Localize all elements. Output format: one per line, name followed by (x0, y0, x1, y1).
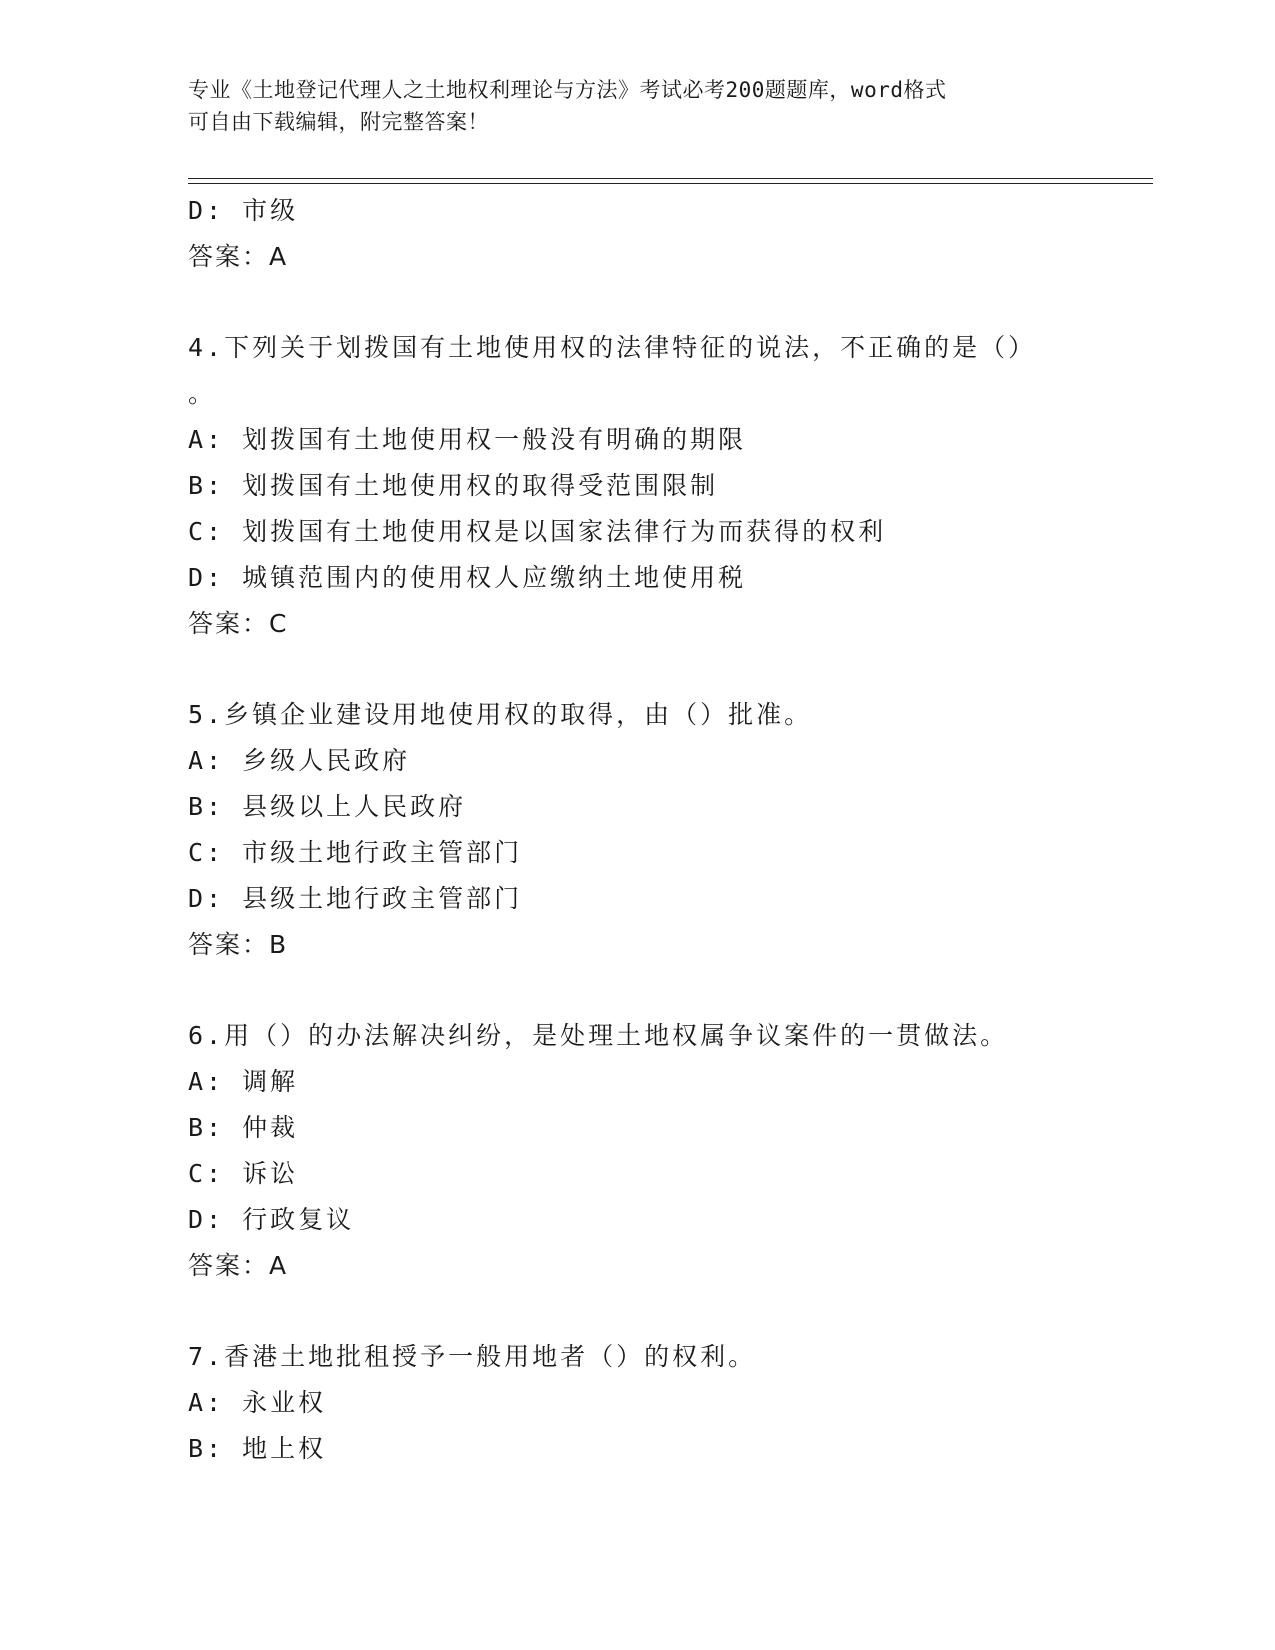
question-text-continued: 。 (188, 379, 217, 408)
option-c: C: 市级土地行政主管部门 (188, 838, 523, 867)
spacer (188, 280, 1153, 325)
option-a: A: 划拨国有土地使用权一般没有明确的期限 (188, 425, 747, 454)
question-list (188, 188, 1153, 1472)
document-header (188, 74, 1068, 138)
answer-line: 答案：A (188, 1251, 289, 1280)
question-block-5 (188, 692, 1153, 968)
option-a: A: 乡级人民政府 (188, 746, 411, 775)
question-text: 7.香港土地批租授予一般用地者（）的权利。 (188, 1342, 757, 1371)
question-text: 6.用（）的办法解决纠纷，是处理土地权属争议案件的一贯做法。 (188, 1021, 1009, 1050)
spacer (188, 968, 1153, 1013)
question-block-6 (188, 1013, 1153, 1289)
spacer (188, 647, 1153, 692)
question-text: 4.下列关于划拨国有土地使用权的法律特征的说法，不正确的是（） (188, 333, 1037, 362)
option-b: B: 仲裁 (188, 1113, 299, 1142)
answer-line: 答案：B (188, 930, 289, 959)
option-d: D: 市级 (188, 196, 299, 225)
option-d: D: 城镇范围内的使用权人应缴纳土地使用税 (188, 563, 747, 592)
option-d: D: 行政复议 (188, 1205, 355, 1234)
option-d: D: 县级土地行政主管部门 (188, 884, 523, 913)
header-rule-bottom (188, 183, 1153, 184)
question-block-4 (188, 325, 1153, 647)
spacer (188, 1289, 1153, 1334)
option-b: B: 县级以上人民政府 (188, 792, 467, 821)
header-line-2: 可自由下载编辑，附完整答案！ (188, 110, 489, 134)
option-c: C: 诉讼 (188, 1159, 299, 1188)
question-text: 5.乡镇企业建设用地使用权的取得，由（）批准。 (188, 700, 813, 729)
option-c: C: 划拨国有土地使用权是以国家法律行为而获得的权利 (188, 517, 887, 546)
answer-line: 答案：A (188, 242, 289, 271)
header-line-1: 专业《土地登记代理人之土地权利理论与方法》考试必考200题题库，word格式 (188, 78, 947, 102)
option-a: A: 调解 (188, 1067, 299, 1096)
answer-line: 答案：C (188, 609, 289, 638)
question-block-3 (188, 188, 1153, 280)
option-a: A: 永业权 (188, 1388, 327, 1417)
option-b: B: 划拨国有土地使用权的取得受范围限制 (188, 471, 719, 500)
question-block-7 (188, 1334, 1153, 1472)
header-rule-top (188, 178, 1153, 179)
option-b: B: 地上权 (188, 1434, 327, 1463)
